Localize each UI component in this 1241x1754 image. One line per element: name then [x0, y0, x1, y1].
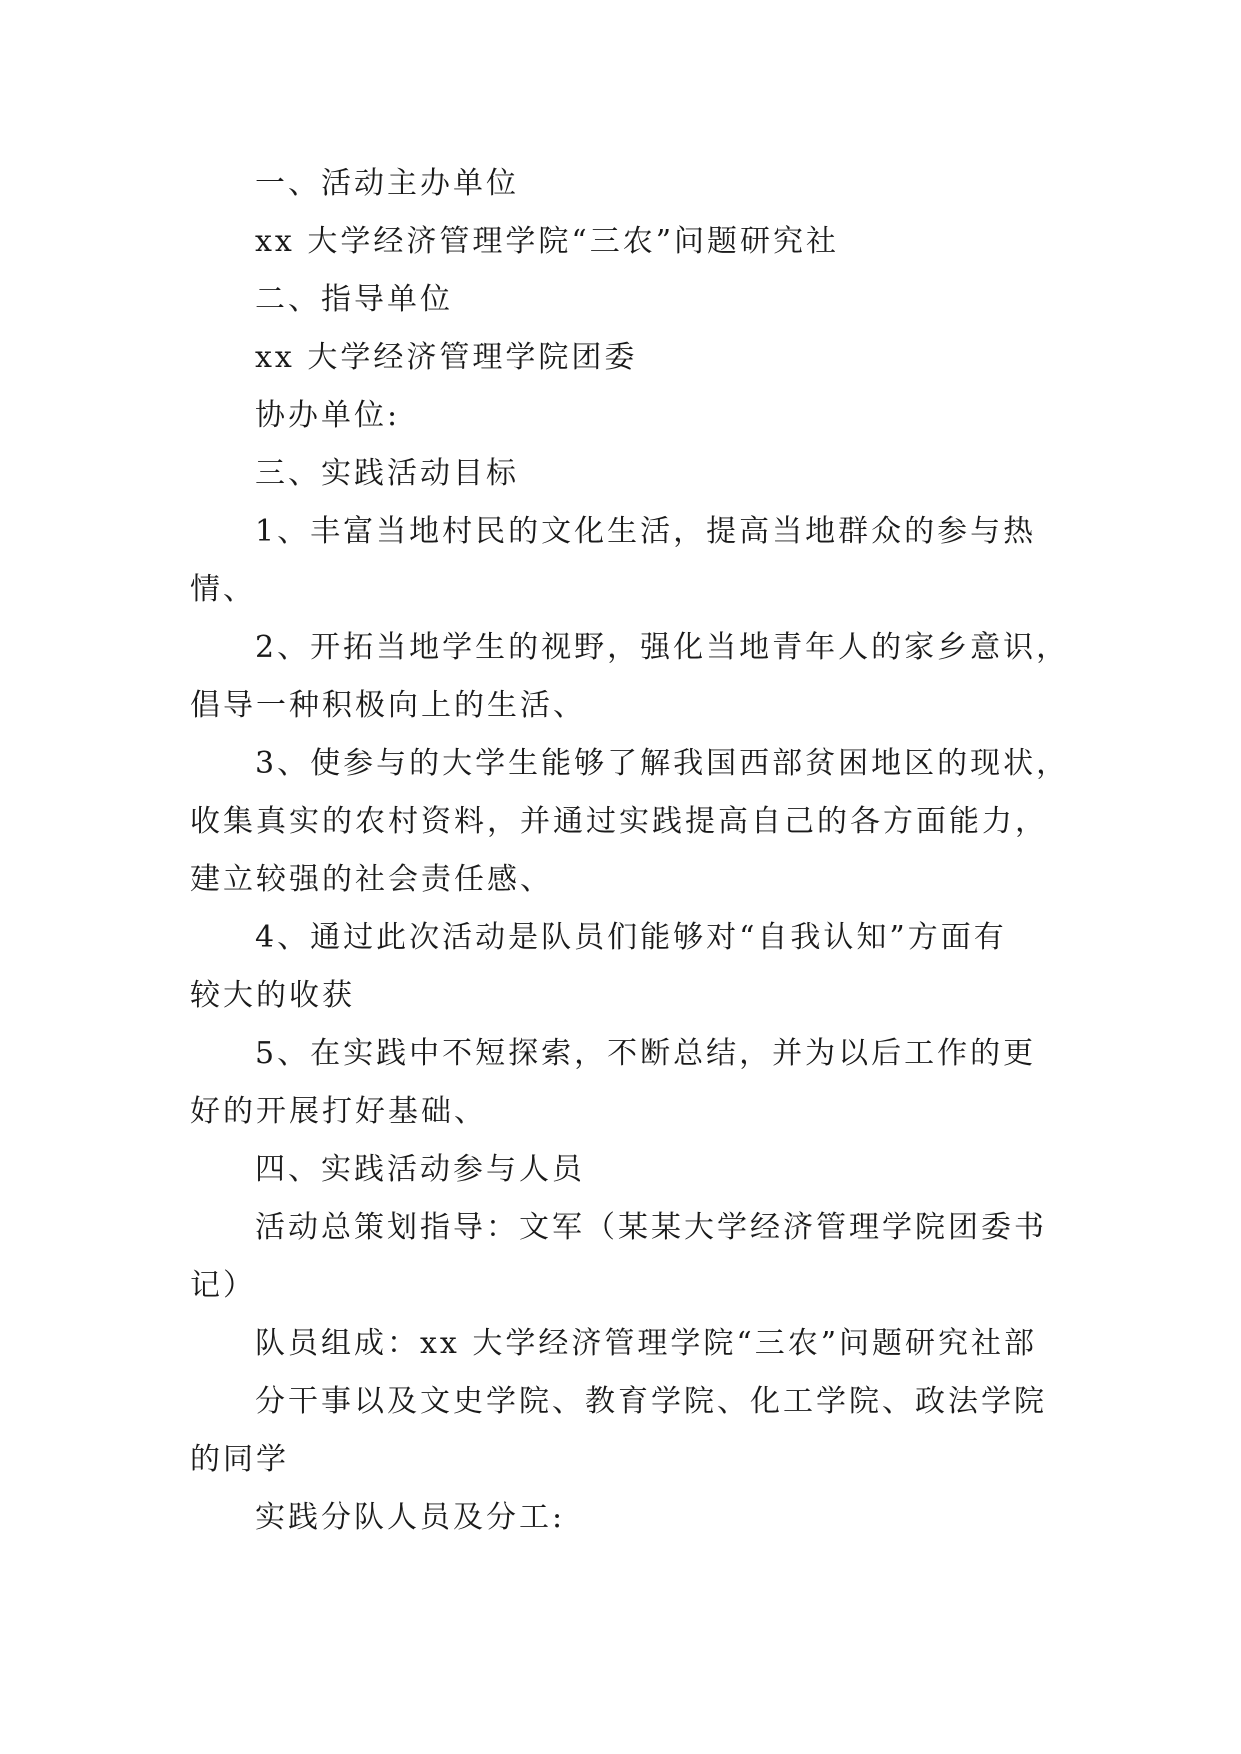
heading-participants: 四、实践活动参与人员	[255, 1152, 585, 1187]
paragraph-line: 实践分队人员及分工:	[255, 1500, 566, 1535]
paragraph-line: 1、丰富当地村民的文化生活，提高当地群众的参与热	[255, 514, 1037, 549]
heading-organizer: 一、活动主办单位	[255, 166, 519, 201]
paragraph-line: 情、	[190, 572, 256, 607]
paragraph-line: xx 大学经济管理学院团委	[255, 340, 638, 375]
paragraph-line: 分干事以及文史学院、教育学院、化工学院、政法学院	[255, 1384, 1047, 1419]
paragraph-line: 协办单位:	[255, 398, 401, 433]
paragraph-line: 记）	[190, 1268, 256, 1303]
heading-guidance-unit: 二、指导单位	[255, 282, 453, 317]
paragraph-line: xx 大学经济管理学院“三农”问题研究社	[255, 224, 840, 259]
paragraph-line: 4、通过此次活动是队员们能够对“自我认知”方面有	[255, 920, 1007, 955]
paragraph-line: 建立较强的社会责任感、	[190, 862, 553, 897]
paragraph-line: 活动总策划指导：文军（某某大学经济管理学院团委书	[255, 1210, 1047, 1245]
paragraph-line: 好的开展打好基础、	[190, 1094, 487, 1129]
paragraph-line: 较大的收获	[190, 978, 355, 1013]
paragraph-line: 的同学	[190, 1442, 289, 1477]
paragraph-line: 2、开拓当地学生的视野，强化当地青年人的家乡意识，	[255, 630, 1070, 665]
paragraph-line: 3、使参与的大学生能够了解我国西部贫困地区的现状，	[255, 746, 1070, 781]
paragraph-line: 收集真实的农村资料，并通过实践提高自己的各方面能力，	[190, 804, 1048, 839]
paragraph-line: 倡导一种积极向上的生活、	[190, 688, 586, 723]
paragraph-line: 队员组成：xx 大学经济管理学院“三农”问题研究社部	[255, 1326, 1038, 1361]
heading-objectives: 三、实践活动目标	[255, 456, 519, 491]
paragraph-line: 5、在实践中不短探索，不断总结，并为以后工作的更	[255, 1036, 1037, 1071]
